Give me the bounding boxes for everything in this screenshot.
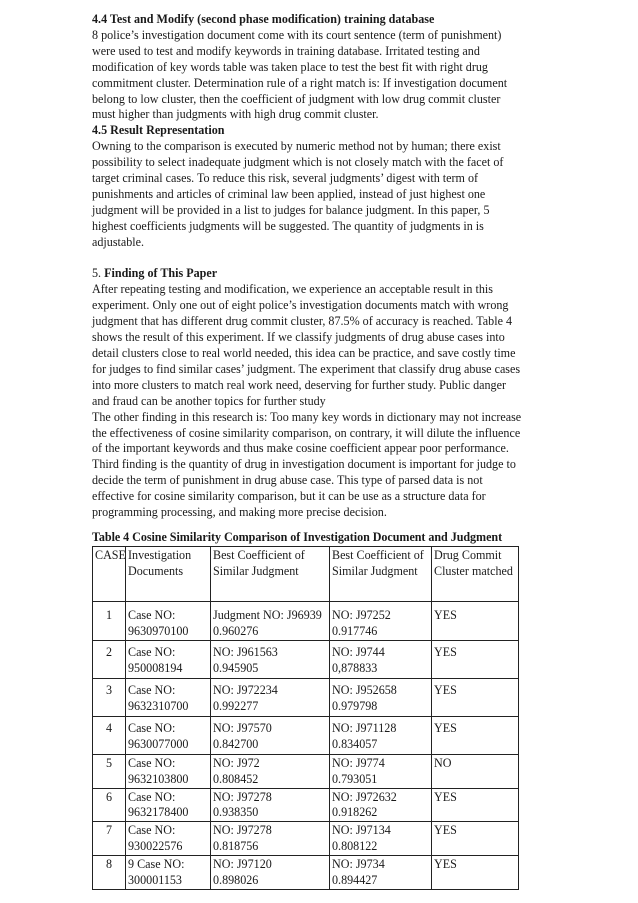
coefficient: 0.808122 — [332, 839, 378, 854]
case-number: 6 — [93, 788, 126, 822]
best-judgment-2 — [330, 822, 432, 856]
judgment-number: NO: J97134 — [332, 823, 391, 838]
table-row — [93, 640, 519, 678]
coefficient: 0.894427 — [332, 873, 378, 888]
doc-number: 950008194 — [128, 660, 183, 675]
best-judgment-1 — [211, 716, 330, 754]
judgment-number: NO: J97120 — [213, 857, 272, 872]
header-cluster-matched: Drug Commit Cluster matched — [432, 546, 519, 601]
doc-label: Case NO: — [128, 720, 176, 735]
judgment-number: NO: J9774 — [332, 755, 385, 770]
table-caption: Table 4 Cosine Similarity Comparison of Investigation Document and Judgment — [92, 529, 503, 544]
case-number: 7 — [93, 822, 126, 856]
section-5-paragraph-1: After repeating testing and modification, we experience an acceptable result in this experiment. Only one out of eight police’s investigation documents match with wrong judgment that has different drug commit cluster, 87.5% of accuracy is reached. Table 4 shows the result of this experiment. If we classify judgments of drug abuse cases into detail clusters close to real world needed, this idea can be practice, and save costly time for judges to find similar cases’ judgment. The experiment that classify drug abuse cases into more clusters to match real work need, deserving for further study. Public danger and fraud can be another topics for further study — [92, 282, 521, 408]
doc-number: 9632310700 — [128, 698, 189, 713]
header-best-coefficient-1: Best Coefficient of Similar Judgment — [211, 546, 330, 601]
coefficient: 0,878833 — [332, 660, 378, 675]
investigation-document — [126, 716, 211, 754]
doc-number: 300001153 — [128, 873, 182, 888]
case-number: 3 — [93, 678, 126, 716]
coefficient: 0.842700 — [213, 736, 259, 751]
investigation-document — [126, 754, 211, 788]
coefficient: 0.918262 — [332, 805, 378, 820]
section-5-paragraph-3: Third finding is the quantity of drug in investigation document is important for judge to decide the term of punishment in drug abuse case. This type of parsed data is not effective for cosine similarity comparison, but it can be use as a structure data for programming processing, and making more precise decision. — [92, 457, 516, 520]
judgment-number: NO: J97252 — [332, 607, 391, 622]
header-investigation: Investigation Documents — [126, 546, 211, 601]
investigation-document — [126, 678, 211, 716]
doc-number: 9632178400 — [128, 805, 189, 820]
section-4-4-heading: 4.4 Test and Modify (second phase modification) training database — [92, 12, 435, 26]
document-page — [92, 12, 524, 890]
doc-number: 9630077000 — [128, 736, 189, 751]
investigation-document — [126, 640, 211, 678]
cluster-match: YES — [432, 822, 519, 856]
cluster-match: YES — [432, 601, 519, 640]
table-row — [93, 678, 519, 716]
judgment-number: NO: J97278 — [213, 789, 272, 804]
coefficient: 0.992277 — [213, 698, 259, 713]
judgment-number: NO: J9734 — [332, 857, 385, 872]
section-4-4-body: 8 police’s investigation document come with its court sentence (term of punishment) were used to test and modify keywords in training database. Irritated testing and modification of key words table was taken place to test the best fit with right drug commitment cluster. Determination rule of a right match is: If investigation document belong to low cluster, then the coefficient of judgment with low drug commit cluster must higher than judgments with high drug commit cluster. — [92, 27, 508, 122]
best-judgment-1 — [211, 754, 330, 788]
coefficient: 0.793051 — [332, 771, 378, 786]
judgment-number: NO: J952658 — [332, 682, 397, 697]
judgment-number: NO: J972632 — [332, 789, 397, 804]
case-number: 2 — [93, 640, 126, 678]
results-table — [92, 546, 519, 890]
judgment-number: NO: J971128 — [332, 720, 397, 735]
case-number: 1 — [93, 601, 126, 640]
section-5-title: Finding of This Paper — [104, 266, 218, 281]
best-judgment-2 — [330, 716, 432, 754]
table-row — [93, 788, 519, 822]
table-row — [93, 601, 519, 640]
judgment-number: NO: J972234 — [213, 682, 278, 697]
section-5-paragraph-2: The other finding in this research is: Too many key words in dictionary may not increase the effectiveness of cosine similarity comparison, on contrary, it will dilute the influence of the important keywords and thus make cosine coefficient appear poor performance. — [92, 409, 522, 456]
judgment-number: NO: J97570 — [213, 720, 272, 735]
coefficient: 0.808452 — [213, 771, 259, 786]
doc-label: Case NO: — [128, 644, 176, 659]
doc-label: 9 Case NO: — [128, 857, 185, 872]
table-header-row — [93, 546, 519, 601]
coefficient: 0.834057 — [332, 736, 378, 751]
doc-label: Case NO: — [128, 755, 176, 770]
judgment-number: NO: J9744 — [332, 644, 385, 659]
doc-label: Case NO: — [128, 789, 176, 804]
cluster-match: YES — [432, 640, 519, 678]
best-judgment-2 — [330, 678, 432, 716]
best-judgment-2 — [330, 601, 432, 640]
investigation-document — [126, 822, 211, 856]
coefficient: 0.960276 — [213, 623, 259, 638]
cluster-match: YES — [432, 788, 519, 822]
best-judgment-2 — [330, 856, 432, 890]
investigation-document — [126, 601, 211, 640]
case-number: 8 — [93, 856, 126, 890]
investigation-document — [126, 856, 211, 890]
cluster-match: YES — [432, 856, 519, 890]
doc-label: Case NO: — [128, 682, 176, 697]
doc-number: 930022576 — [128, 839, 183, 854]
case-number: 5 — [93, 754, 126, 788]
section-4-5-heading: 4.5 Result Representation — [92, 123, 225, 138]
investigation-document — [126, 788, 211, 822]
best-judgment-1 — [211, 601, 330, 640]
cluster-match: YES — [432, 716, 519, 754]
cluster-match: YES — [432, 678, 519, 716]
coefficient: 0.945905 — [213, 660, 259, 675]
doc-label: Case NO: — [128, 607, 176, 622]
doc-label: Case NO: — [128, 823, 176, 838]
best-judgment-2 — [330, 754, 432, 788]
coefficient: 0.898026 — [213, 873, 259, 888]
judgment-number: Judgment NO: J96939 — [213, 607, 322, 622]
judgment-number: NO: J972 — [213, 755, 260, 770]
table-row — [93, 716, 519, 754]
section-4-5-body: Owning to the comparison is executed by numeric method not by human; there exist possibility to select inadequate judgment which is not closely match with the facet of target criminal cases. To reduce this risk, several judgments’ digest with term of punishments and articles of criminal law been applied, instead of just highest one judgment will be provided in a list to judges for balance judgment. In this paper, 5 highest coefficients judgments will be suggested. The quantity of judgments in is adjustable. — [92, 139, 504, 249]
header-best-coefficient-2: Best Coefficient of Similar Judgment — [330, 546, 432, 601]
coefficient: 0.979798 — [332, 698, 378, 713]
judgment-number: NO: J97278 — [213, 823, 272, 838]
section-5-heading — [92, 266, 524, 282]
table-row — [93, 856, 519, 890]
best-judgment-1 — [211, 640, 330, 678]
best-judgment-2 — [330, 640, 432, 678]
judgment-number: NO: J961563 — [213, 644, 278, 659]
coefficient: 0.818756 — [213, 839, 259, 854]
coefficient: 0.938350 — [213, 805, 259, 820]
coefficient: 0.917746 — [332, 623, 378, 638]
table-row — [93, 754, 519, 788]
doc-number: 9632103800 — [128, 771, 189, 786]
best-judgment-1 — [211, 856, 330, 890]
best-judgment-2 — [330, 788, 432, 822]
section-5-number: 5. — [92, 266, 105, 281]
best-judgment-1 — [211, 678, 330, 716]
paragraph-gap — [92, 251, 524, 267]
case-number: 4 — [93, 716, 126, 754]
header-case: CASE — [93, 546, 126, 601]
cluster-match: NO — [432, 754, 519, 788]
best-judgment-1 — [211, 822, 330, 856]
table-row — [93, 822, 519, 856]
doc-number: 9630970100 — [128, 623, 189, 638]
best-judgment-1 — [211, 788, 330, 822]
